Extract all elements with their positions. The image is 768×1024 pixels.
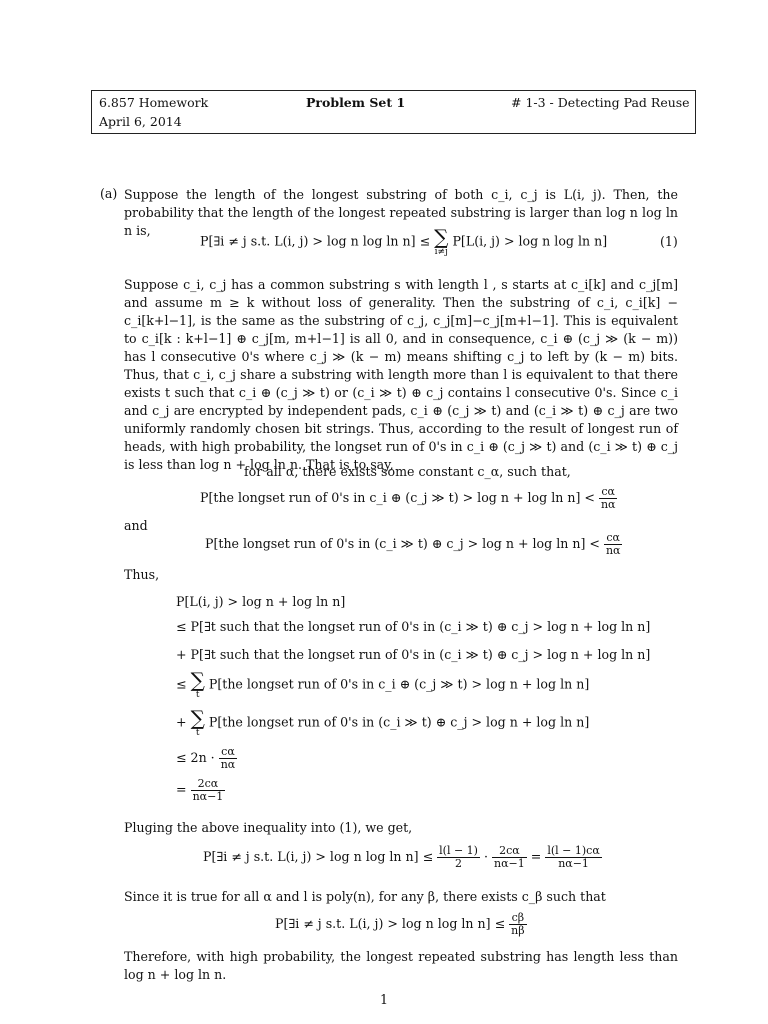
problem-set-title: Problem Set 1 [306, 95, 406, 110]
problem-label: # 1-3 - Detecting Pad Reuse [511, 95, 690, 110]
chain-line-6-text: ≤ 2n · [176, 750, 215, 765]
sum-symbol: ∑ t [190, 706, 205, 738]
forall-line: for all α, there exists some constant c_α, such that, [244, 464, 571, 479]
fraction-2c: $\frac{2c\alpha}{n\alpha-1}$ [494, 844, 525, 870]
fraction-l: $\frac{l(l - 1)}{2}$ [439, 844, 478, 870]
fraction-c-beta: $\frac{c\beta}{n\beta}$ [511, 911, 525, 937]
equation-plug-lhs: P[∃i ≠ j s.t. L(i, j) > log n log ln n] ≤ [203, 849, 434, 864]
chain-line-6 [176, 746, 237, 771]
equation-1-number: (1) [660, 234, 678, 249]
chain-line-4-text: P[the longset run of 0's in c_i ⊕ (c_j ≫ t) > log n + log ln n] [208, 676, 590, 692]
and-label: and [124, 518, 148, 533]
equation-plug: P[∃i ≠ j s.t. L(i, j) > log n log ln n] ≤ $\frac{l(l - 1)}{2}$ · $\frac{2c\alpha}{n\alpha-1}$ = $\frac{l(l - 1)c\alpha}{n\alpha-1}$ [203, 844, 600, 870]
chain-line-4 [176, 670, 589, 700]
chain-line-4-op: ≤ [176, 676, 187, 692]
fraction-c-alpha: $\frac{c\alpha}{n\alpha}$ [600, 485, 616, 511]
chain-line-5-text: P[the longset run of 0's in (c_i ≫ t) ⊕ c_j > log n + log ln n] [208, 714, 590, 730]
proof-paragraph: Suppose c_i, c_j has a common substring s with length l , s starts at c_i[k] and c_j[m] and assume m ≥ k without loss of generality. Then the substring of c_i, c_i[k] − c_i[k+l−1], is the same as the substring of c_j, c_j[m]−c_j[m+l−1]. This is equivalent to c_i[k : k+l−1] ⊕ c_j[m, m+l−1] is all 0, and in consequence, c_i ⊕ (c_j ≫ (k − m)) has l consecutive 0's where c_j ≫ (k − m) means shifting c_j to left by (k − m) bits. Thus, that c_i, c_j share a substring with length more than l is equivalent to that there exists t such that c_i ⊕ (c_j ≫ t) or (c_i ≫ t) ⊕ c_j contains l consecutive 0's. Since c_i and c_j are encrypted by independent pads, c_i ⊕ (c_j ≫ t) and (c_i ≫ t) ⊕ c_j are two uniformly randomly chosen bit strings. Thus, according to the result of longest run of heads, with high probability, the longset run of 0's in c_i ⊕ (c_j ≫ t) and (c_i ≫ t) ⊕ c_j is less than log n + log ln n. That is to say, [124, 277, 678, 472]
chain-line-1: P[L(i, j) > log n + log ln n] [176, 594, 346, 609]
thus-label: Thus, [124, 567, 160, 582]
chain-line-5 [176, 708, 589, 738]
sum-symbol: ∑ t [190, 668, 205, 700]
intro-paragraph: Suppose the length of the longest substring of both c_i, c_j is L(i, j). Then, the probability that the length of the longest repeated substring is larger than log n log ln n is, [124, 187, 678, 238]
fraction-c-alpha: $\frac{c\alpha}{n\alpha}$ [220, 745, 236, 771]
fraction-final: $\frac{2c\alpha}{n\alpha-1}$ [192, 777, 224, 803]
inequality-a-text: P[the longset run of 0's in c_i ⊕ (c_j ≫ t) > log n + log ln n] < [200, 490, 595, 505]
since-line: Since it is true for all α and l is poly(n), for any β, there exists c_β such that [124, 889, 606, 904]
chain-line-3: + P[∃t such that the longset run of 0's in (c_i ≫ t) ⊕ c_j > log n + log ln n] [176, 647, 651, 662]
equation-final [275, 912, 527, 937]
part-label: (a) [100, 186, 118, 201]
equation-final-lhs: P[∃i ≠ j s.t. L(i, j) > log n log ln n] ≤ [275, 916, 506, 931]
chain-line-2: ≤ P[∃t such that the longset run of 0's in (c_i ≫ t) ⊕ c_j > log n + log ln n] [176, 619, 651, 634]
page-number: 1 [380, 992, 389, 1007]
pluging-line: Pluging the above inequality into (1), we get, [124, 820, 413, 835]
equation-1-lhs: P[∃i ≠ j s.t. L(i, j) > log n log ln n] ≤ [200, 233, 431, 249]
fraction-c-alpha: $\frac{c\alpha}{n\alpha}$ [605, 531, 621, 557]
course-label: 6.857 Homework [99, 95, 209, 110]
equation-1 [200, 227, 607, 257]
fraction-product: $\frac{l(l - 1)c\alpha}{n\alpha-1}$ [547, 844, 600, 870]
inequality-a [200, 486, 617, 511]
equation-1-rhs: P[L(i, j) > log n log ln n] [452, 233, 608, 249]
inequality-b [205, 532, 622, 557]
chain-line-7-text: = [176, 782, 187, 797]
chain-line-5-op: + [176, 714, 187, 730]
sum-symbol: ∑ i≠j [434, 225, 449, 257]
conclusion-paragraph: Therefore, with high probability, the longest repeated substring has length less than log n + log ln n. [124, 949, 678, 982]
date-label: April 6, 2014 [99, 114, 182, 129]
chain-line-7 [176, 778, 225, 803]
inequality-b-text: P[the longset run of 0's in (c_i ≫ t) ⊕ c_j > log n + log ln n] < [205, 536, 600, 551]
